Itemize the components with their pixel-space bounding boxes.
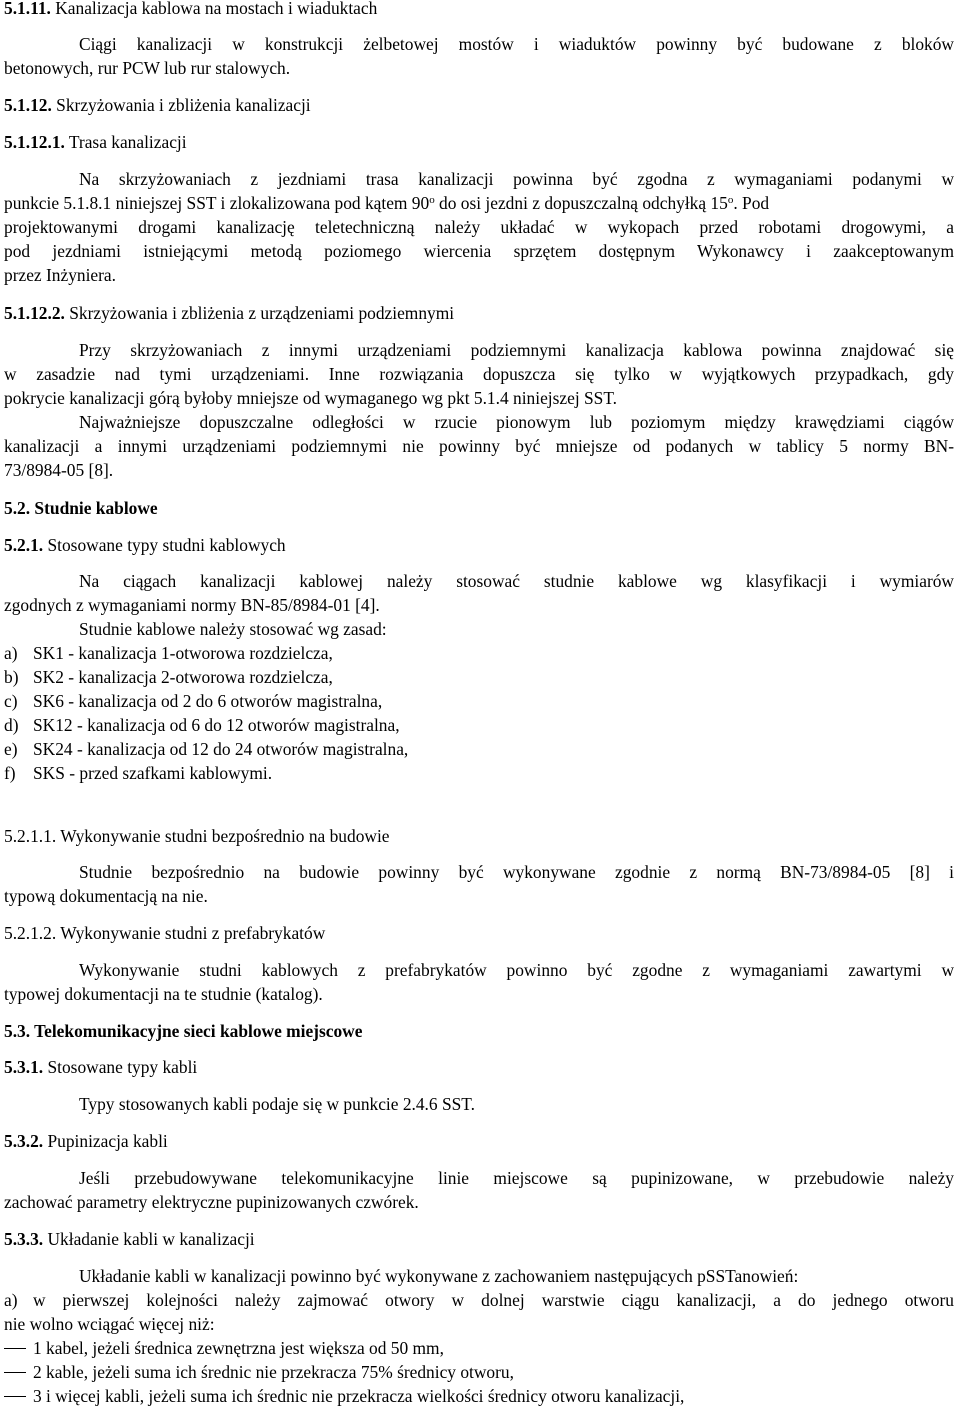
paragraph-line: Układanie kabli w kanalizacji powinno być wykonywane z zachowaniem następujących pSSTanowień:: [79, 1266, 799, 1286]
heading-5-3-3: [4, 1227, 954, 1251]
heading-5-2-1-1: 5.2.1.1. Wykonywanie studni bezpośrednio na budowie: [4, 826, 390, 846]
heading-number: 5.1.12.: [4, 95, 52, 115]
paragraph-line: typową dokumentacją na nie.: [4, 886, 208, 906]
paragraph-line: projektowanymi drogami kanalizację teletechniczną należy układać w wykopach przed robotami drogowymi, a: [4, 217, 954, 237]
heading-5-3-2: [4, 1129, 954, 1153]
paragraph-line: pod jezdniami istniejącymi metodą poziomego wiercenia sprzętem dostępnym Wykonawcy i zaakceptowanym: [4, 241, 954, 261]
paragraph-line: kanalizacji a innymi urządzeniami podziemnymi nie powinny być mniejsze od podanych w tablicy 5 normy BN-: [4, 436, 954, 456]
list-item: SK24 - kanalizacja od 12 do 24 otworów magistralna,: [33, 739, 409, 759]
list-item: 2 kable, jeżeli suma ich średnic nie przekracza 75% średnicy otworu,: [33, 1362, 514, 1382]
heading-title: Pupinizacja kabli: [43, 1131, 168, 1151]
heading-number: 5.3.2.: [4, 1131, 44, 1151]
paragraph-line: Studnie bezpośrednio na budowie powinny być wykonywane zgodnie z normą BN-73/8984-05 [8] i: [79, 862, 954, 882]
paragraph-line: [4, 191, 954, 215]
paragraph-line: zachować parametry elektryczne pupinizowanych czwórek.: [4, 1192, 419, 1212]
paragraph-line: Studnie kablowe należy stosować wg zasad:: [79, 619, 387, 639]
paragraph-line: pokrycie kanalizacji górą byłoby mniejsze od wymaganego wg pkt 5.1.4 niniejszej SST.: [4, 388, 618, 408]
heading-title: Kanalizacja kablowa na mostach i wiaduktach: [50, 0, 378, 18]
paragraph-line: Jeśli przebudowywane telekomunikacyjne linie miejscowe są pupinizowane, w przebudowie należy: [79, 1168, 954, 1188]
list-letter: d): [4, 715, 19, 735]
list-letter: f): [4, 763, 16, 783]
list-letter: a): [4, 1290, 18, 1310]
heading-title: Stosowane typy kabli: [43, 1057, 198, 1077]
heading-title: Układanie kabli w kanalizacji: [43, 1229, 255, 1249]
degree-mark: o: [429, 194, 435, 206]
list-letter: b): [4, 667, 19, 687]
paragraph-line: Wykonywanie studni kablowych z prefabrykatów powinno być zgodne z wymaganiami zawartymi w: [79, 960, 954, 980]
paragraph-line: Na ciągach kanalizacji kablowej należy stosować studnie kablowe wg klasyfikacji i wymiarów: [79, 571, 954, 591]
paragraph-line: typowej dokumentacji na te studnie (katalog).: [4, 984, 323, 1004]
paragraph-line: Najważniejsze dopuszczalne odległości w rzucie pionowym lub poziomym między krawędziami ciągów: [79, 412, 954, 432]
list-item: SK12 - kanalizacja od 6 do 12 otworów magistralna,: [33, 715, 400, 735]
text-run: . Pod: [733, 193, 770, 213]
heading-5-2: 5.2. Studnie kablowe: [4, 498, 158, 518]
heading-number: 5.1.12.1.: [4, 132, 65, 152]
paragraph-line: w pierwszej kolejności należy zajmować otwory w dolnej warstwie ciągu kanalizacji, a do jednego otworu: [33, 1290, 954, 1310]
text-run: do osi jezdni z dopuszczalną odchyłką 15: [434, 193, 728, 213]
heading-5-3-1: [4, 1055, 954, 1079]
list-item: SK2 - kanalizacja 2-otworowa rozdzielcza,: [33, 667, 333, 687]
list-item: 3 i więcej kabli, jeżeli suma ich średnic nie przekracza wielkości średnicy otworu kanalizacji,: [33, 1386, 685, 1406]
heading-number: 5.1.11.: [4, 0, 51, 18]
list-letter: e): [4, 739, 18, 759]
paragraph-line: Ciągi kanalizacji w konstrukcji żelbetowej mostów i wiaduktów powinny być budowane z bloków: [79, 34, 954, 54]
list-item: 1 kabel, jeżeli średnica zewnętrzna jest większa od 50 mm,: [33, 1338, 444, 1358]
heading-5-1-12: [4, 93, 954, 117]
heading-number: 5.3.3.: [4, 1229, 44, 1249]
heading-5-1-12-2: [4, 301, 954, 325]
heading-5-3: 5.3. Telekomunikacyjne sieci kablowe miejscowe: [4, 1021, 363, 1041]
heading-title: Skrzyżowania i zbliżenia kanalizacji: [51, 95, 311, 115]
paragraph-line: Typy stosowanych kabli podaje się w punkcie 2.4.6 SST.: [79, 1094, 475, 1114]
heading-number: 5.2.1.: [4, 535, 44, 555]
dash-bullet: [4, 1348, 26, 1349]
degree-mark: o: [727, 194, 734, 206]
list-item: SKS - przed szafkami kablowymi.: [33, 763, 273, 783]
heading-5-1-11: [4, 0, 954, 20]
paragraph-line: Na skrzyżowaniach z jezdniami trasa kanalizacji powinna być zgodna z wymaganiami podanymi w: [79, 169, 954, 189]
text-run: punkcie 5.1.8.1 niniejszej SST i zlokalizowana pod kątem 90: [4, 193, 430, 213]
heading-number: 5.3.1.: [4, 1057, 44, 1077]
list-letter: c): [4, 691, 18, 711]
paragraph-line: zgodnych z wymaganiami normy BN-85/8984-01 [4].: [4, 595, 380, 615]
paragraph-line: Przy skrzyżowaniach z innymi urządzeniami podziemnymi kanalizacja kablowa powinna znajdować się: [79, 340, 954, 360]
dash-bullet: [4, 1372, 26, 1373]
heading-number: 5.1.12.2.: [4, 303, 65, 323]
heading-5-2-1-2: 5.2.1.2. Wykonywanie studni z prefabrykatów: [4, 923, 326, 943]
list-item: SK1 - kanalizacja 1-otworowa rozdzielcza,: [33, 643, 333, 663]
heading-title: Trasa kanalizacji: [64, 132, 187, 152]
paragraph-line: 73/8984-05 [8].: [4, 460, 114, 480]
paragraph-line: betonowych, rur PCW lub rur stalowych.: [4, 58, 291, 78]
paragraph-line: nie wolno wciągać więcej niż:: [4, 1314, 215, 1334]
list-item: SK6 - kanalizacja od 2 do 6 otworów magistralna,: [33, 691, 383, 711]
paragraph-line: przez Inżyniera.: [4, 265, 116, 285]
paragraph-line: w zasadzie nad tymi urządzeniami. Inne rozwiązania dopuszcza się tylko w wyjątkowych przypadkach, gdy: [4, 364, 954, 384]
heading-title: Stosowane typy studni kablowych: [43, 535, 286, 555]
list-letter: a): [4, 643, 18, 663]
dash-bullet: [4, 1396, 26, 1397]
heading-5-1-12-1: [4, 130, 954, 154]
heading-5-2-1: [4, 533, 954, 557]
heading-title: Skrzyżowania i zbliżenia z urządzeniami podziemnymi: [64, 303, 455, 323]
